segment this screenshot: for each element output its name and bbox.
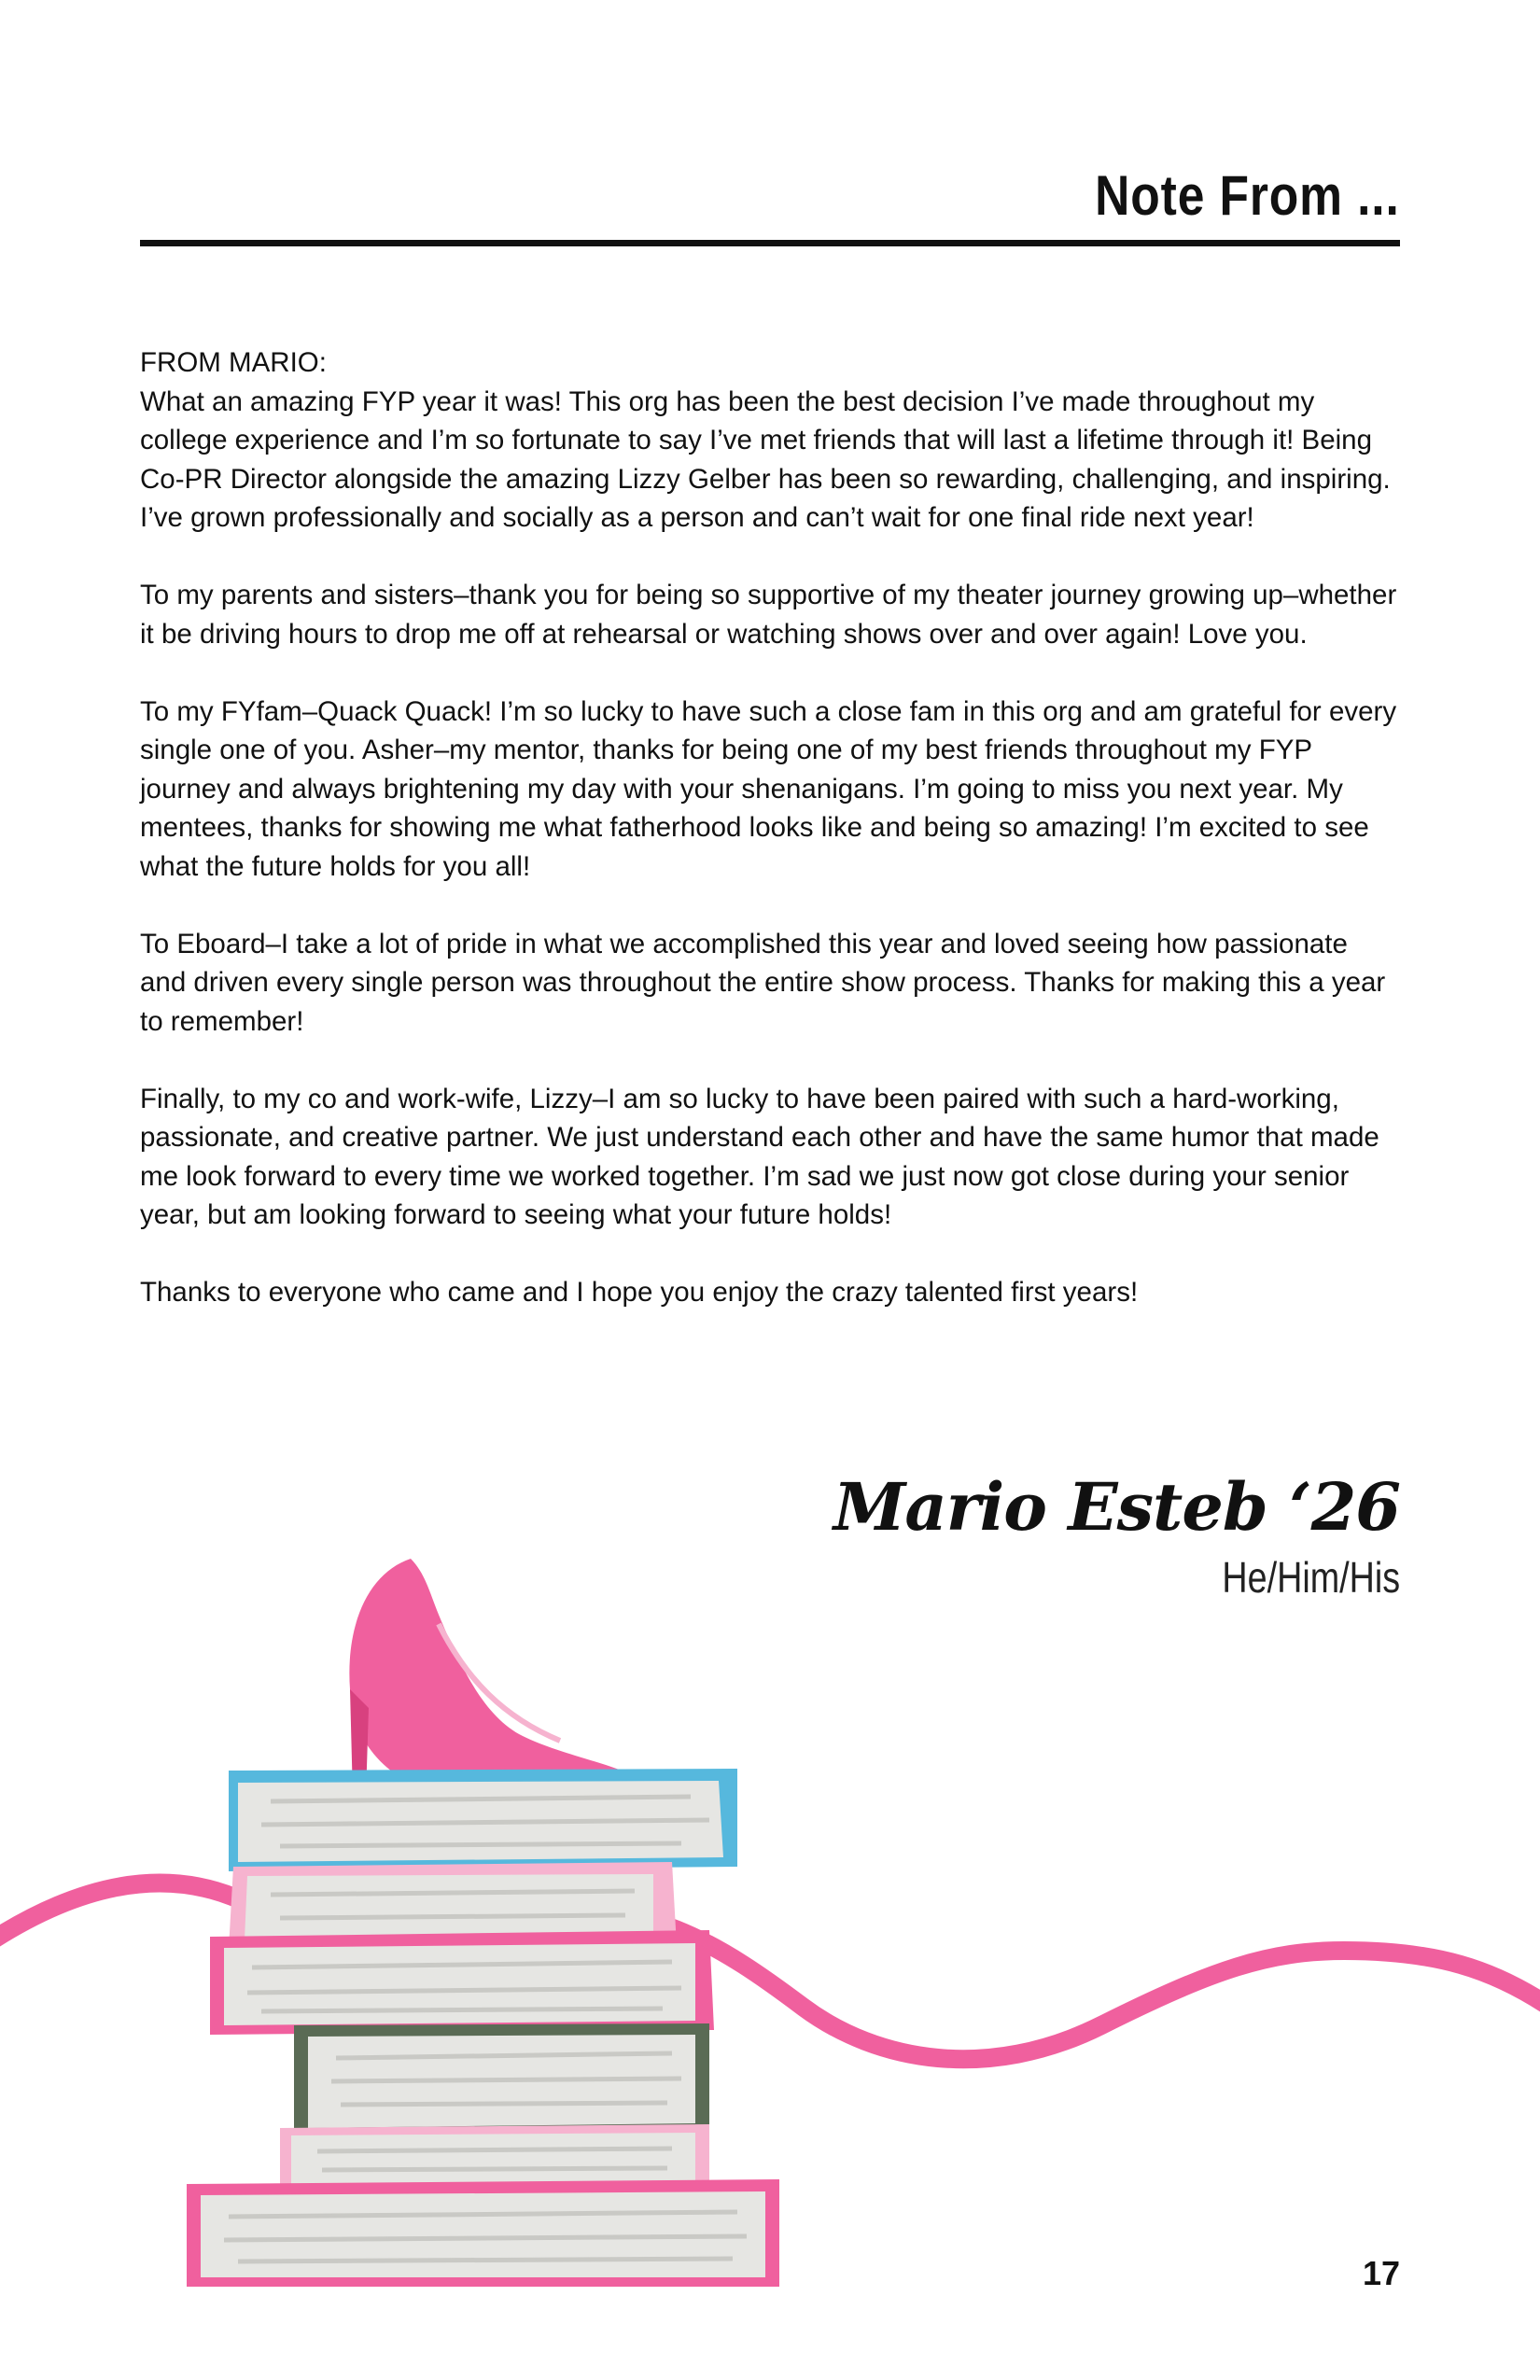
page-number: 17 [1362, 2254, 1400, 2292]
author-pronouns: He/Him/His [1222, 1553, 1400, 1602]
letter-paragraph: To Eboard–I take a lot of pride in what we accomplished this year and loved seeing how passionate and driven every single person was throughout the entire show process. Thanks for making this a year to remember! [140, 928, 1386, 1037]
stacked-books-with-heel-icon [0, 1484, 1540, 2287]
letter-paragraph: To my FYfam–Quack Quack! I’m so lucky to have such a close fam in this org and am grateful for every single one of you. Asher–my mentor, thanks for being one of my best friends throughout my FYP journey and always brightening my day with your shenanigans. I’m going to miss you next year. My mentees, thanks for showing me what fatherhood looks like and being so amazing! I’m excited to see what the future holds for you all! [140, 695, 1397, 882]
title-divider [140, 240, 1400, 246]
letter-paragraph: Thanks to everyone who came and I hope you enjoy the crazy talented first years! [140, 1277, 1139, 1308]
letter-paragraph: To my parents and sisters–thank you for being so supportive of my theater journey growing up–whether it be driving hours to drop me off at rehearsal or watching shows over and over again! Love you. [140, 580, 1397, 650]
book-pink [210, 1930, 714, 2035]
letter-paragraph: Finally, to my co and work-wife, Lizzy–I am so lucky to have been paired with such a hard-working, passionate, and creative partner. We just understand each other and have the same humor that made me look forward to every time we worked together. I’m sad we just now got close during your senior year, but am looking forward to seeing what your future holds! [140, 1083, 1379, 1230]
book-blue [229, 1769, 737, 1871]
book-pink-bottom [187, 2179, 779, 2287]
book-green [294, 2023, 709, 2137]
letter-body [140, 343, 1400, 1351]
page-title: Note From ... [1095, 164, 1400, 227]
letter-paragraph: What an amazing FYP year it was! This org has been the best decision I’ve made throughout my college experience and I’m so fortunate to say I’ve met friends that will last a lifetime through it! Being Co-PR Director alongside the amazing Lizzy Gelber has been so rewarding, challenging, and inspiring. I’ve grown professionally and socially as a person and can’t wait for one final ride next year! [140, 385, 1391, 533]
author-name: Mario Esteb ‘26 [833, 1468, 1400, 1546]
letter-intro: FROM MARIO: [140, 347, 327, 378]
